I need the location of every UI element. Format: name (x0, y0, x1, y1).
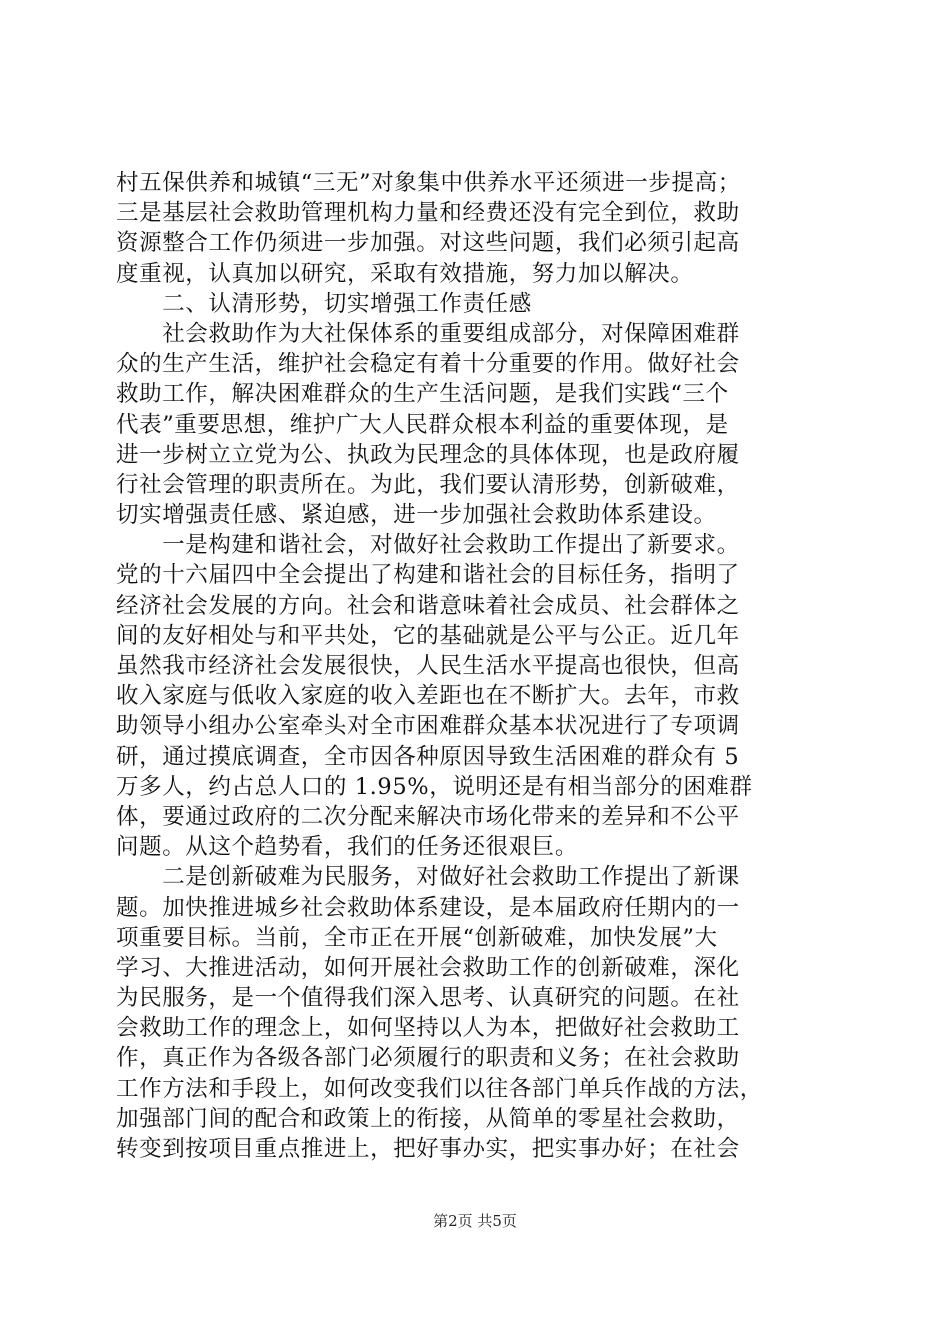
text-line: 行社会管理的职责所在。为此，我们要认清形势，创新破难， (116, 471, 740, 498)
text-line: 度重视，认真加以研究，采取有效措施，努力加以解决。 (116, 260, 694, 287)
text-line: 村五保供养和城镇“三无”对象集中供养水平还须进一步提高； (116, 170, 741, 196)
text-line: 收入家庭与低收入家庭的收入差距也在不断扩大。去年，市救 (116, 683, 740, 710)
text-line: 间的友好相处与和平共处，它的基础就是公平与公正。近几年 (116, 622, 740, 649)
text-line: 加强部门间的配合和政策上的衔接，从简单的零星社会救助， (116, 1105, 740, 1132)
text-line: 社会救助作为大社保体系的重要组成部分，对保障困难群 (116, 320, 740, 347)
page-number-label: 第2页 共5页 (433, 1212, 517, 1230)
document-body (116, 168, 836, 1164)
text-line: 切实增强责任感、紧迫感，进一步加强社会救助体系建设。 (116, 502, 717, 529)
text-line: 学习、大推进活动，如何开展社会救助工作的创新破难，深化 (116, 954, 740, 981)
text-line: 党的十六届四中全会提出了构建和谐社会的目标任务，指明了 (116, 562, 740, 589)
text-line: 问题。从这个趋势看，我们的任务还很艰巨。 (116, 834, 579, 861)
text-line: 众的生产生活，维护社会稳定有着十分重要的作用。做好社会 (116, 351, 740, 378)
text-line: 进一步树立立党为公、执政为民理念的具体体现，也是政府履 (116, 441, 740, 468)
text-line: 虽然我市经济社会发展很快，人民生活水平提高也很快，但高 (116, 653, 740, 679)
text-line: 体，要通过政府的二次分配来解决市场化带来的差异和不公平 (116, 803, 740, 830)
text-line: 万多人，约占总人口的 1.95%，说明还是有相当部分的困难群 (116, 773, 753, 800)
text-line: 工作方法和手段上，如何改变我们以往各部门单兵作战的方法， (116, 1075, 763, 1102)
section-heading: 二、认清形势，切实增强工作责任感 (116, 290, 532, 317)
text-line: 资源整合工作仍须进一步加强。对这些问题，我们必须引起高 (116, 230, 740, 257)
text-line: 作，真正作为各级各部门必须履行的职责和义务；在社会救助 (116, 1045, 740, 1072)
text-line: 二是创新破难为民服务，对做好社会救助工作提出了新课 (116, 864, 740, 891)
text-line: 救助工作，解决困难群众的生产生活问题，是我们实践“三个 (116, 381, 729, 408)
text-line: 转变到按项目重点推进上，把好事办实，把实事办好；在社会 (116, 1136, 740, 1162)
text-line: 代表”重要思想，维护广大人民群众根本利益的重要体现，是 (116, 411, 729, 438)
text-line: 助领导小组办公室牵头对全市困难群众基本状况进行了专项调 (116, 713, 740, 740)
text-line: 会救助工作的理念上，如何坚持以人为本，把做好社会救助工 (116, 1015, 740, 1042)
text-line: 为民服务，是一个值得我们深入思考、认真研究的问题。在社 (116, 985, 740, 1012)
page-footer (0, 1211, 950, 1231)
text-line: 经济社会发展的方向。社会和谐意味着社会成员、社会群体之 (116, 592, 740, 619)
text-line: 题。加快推进城乡社会救助体系建设，是本届政府任期内的一 (116, 894, 740, 921)
text-line: 三是基层社会救助管理机构力量和经费还没有完全到位，救助 (116, 200, 740, 227)
text-line: 一是构建和谐社会，对做好社会救助工作提出了新要求。 (116, 532, 740, 559)
text-line: 项重要目标。当前，全市正在开展“创新破难，加快发展”大 (116, 924, 718, 951)
text-line: 研，通过摸底调查，全市因各种原因导致生活困难的群众有 5 (116, 743, 740, 770)
